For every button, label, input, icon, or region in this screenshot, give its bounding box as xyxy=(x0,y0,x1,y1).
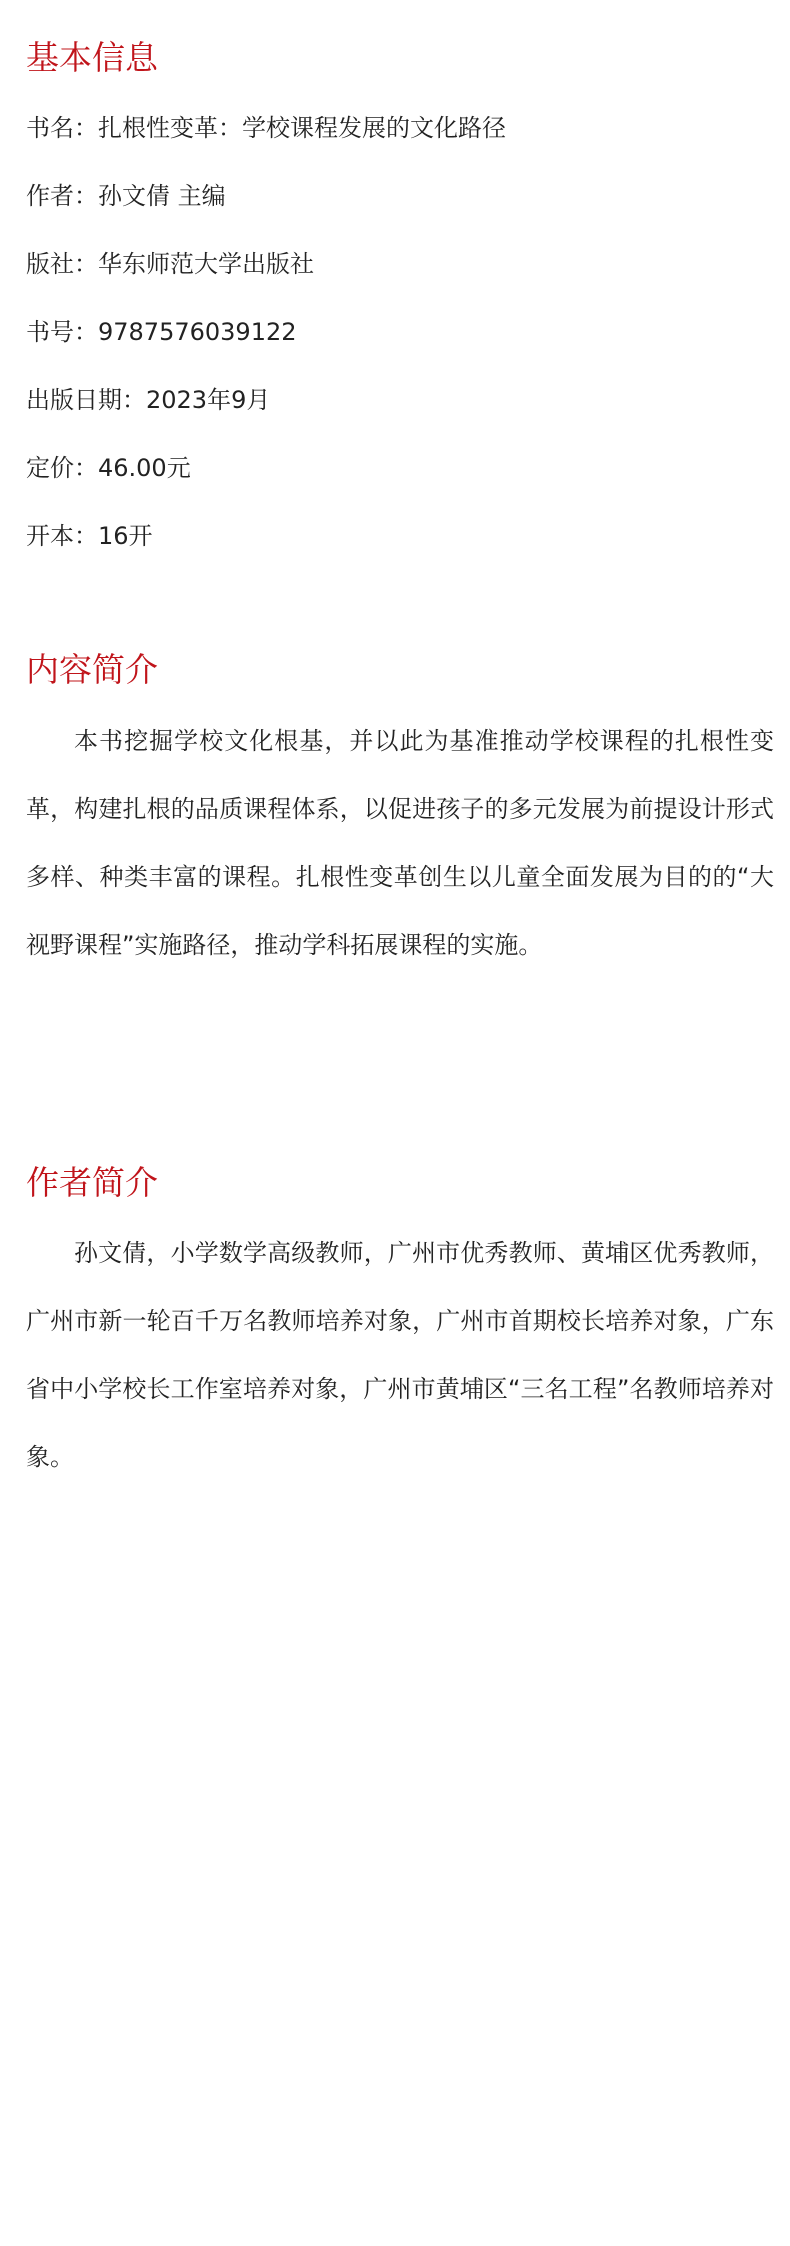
info-author: 作者：孙文倩 主编 xyxy=(26,182,226,210)
content-intro-paragraph: 本书挖掘学校文化根基，并以此为基准推动学校课程的扎根性变革，构建扎根的品质课程体系，以促进孩子的多元发展为前提设计形式多样、种类丰富的课程。扎根性变革创生以儿童全面发展为目的的“大视野课程”实施路径，推动学科拓展课程的实施。 xyxy=(26,727,774,959)
info-price: 定价：46.00元 xyxy=(26,454,191,482)
info-book-title: 书名：扎根性变革：学校课程发展的文化路径 xyxy=(26,114,506,142)
author-intro-heading: 作者简介 xyxy=(26,1163,158,1202)
info-isbn: 书号：9787576039122 xyxy=(26,318,297,346)
content-intro-heading: 内容简介 xyxy=(26,650,158,689)
info-publish-date: 出版日期：2023年9月 xyxy=(26,386,271,414)
basic-info-heading: 基本信息 xyxy=(26,38,158,77)
info-format: 开本：16开 xyxy=(26,522,153,550)
author-intro-paragraph: 孙文倩，小学数学高级教师，广州市优秀教师、黄埔区优秀教师，广州市新一轮百千万名教师培养对象，广州市首期校长培养对象，广东省中小学校长工作室培养对象，广州市黄埔区“三名工程”名教师培养对象。 xyxy=(26,1239,774,1471)
info-publisher: 版社：华东师范大学出版社 xyxy=(26,250,314,278)
